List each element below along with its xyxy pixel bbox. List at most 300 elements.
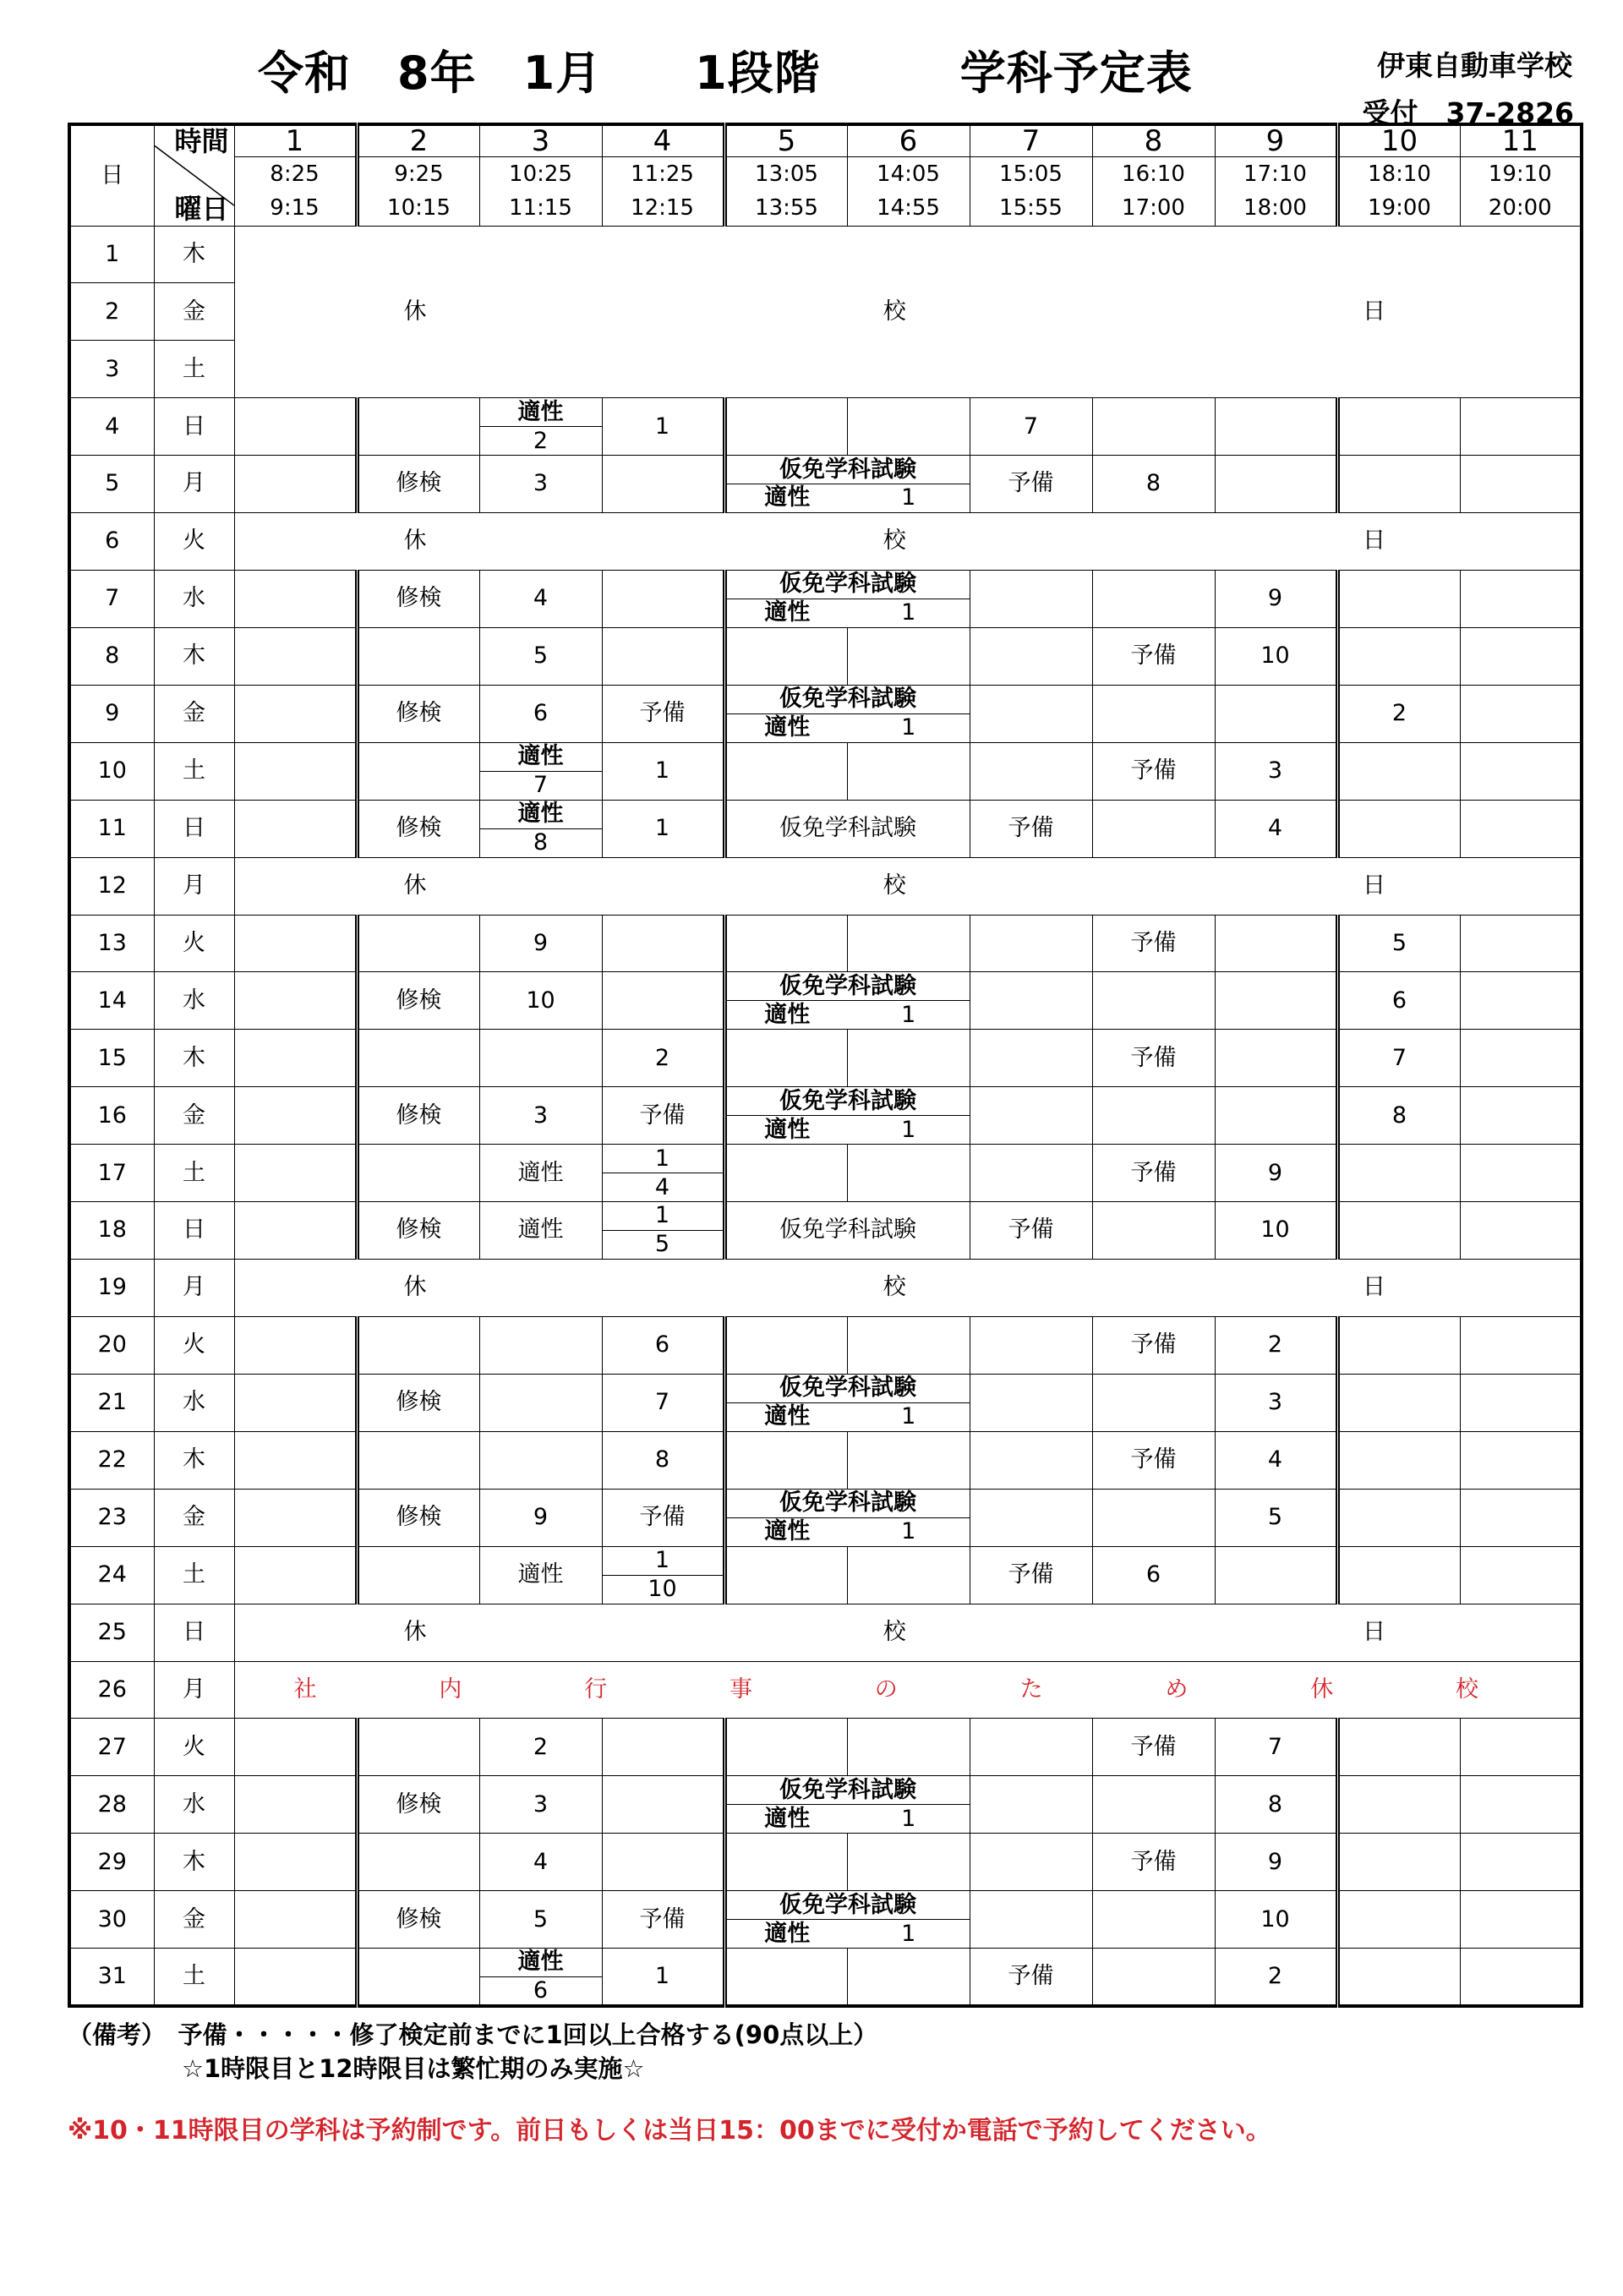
stacked-top: 適性 xyxy=(480,743,602,772)
stacked-bottom: 2 xyxy=(533,427,549,454)
slot-header-8 xyxy=(1092,124,1215,226)
slot-cell: 5 xyxy=(479,1891,602,1949)
aptitude-line xyxy=(727,1116,970,1144)
slot-start: 15:05 xyxy=(999,161,1063,188)
slot-cell xyxy=(234,1317,357,1375)
slot-cell: 予備 xyxy=(602,1891,724,1949)
closed-banner-text xyxy=(235,1276,1581,1299)
slot-start: 17:10 xyxy=(1243,161,1307,188)
provisional-exam-label: 仮免学科試験 xyxy=(727,972,970,1001)
event-char: た xyxy=(1019,1676,1043,1703)
company-event-text xyxy=(235,1678,1581,1702)
slot-start: 18:10 xyxy=(1368,161,1431,188)
slot-cell xyxy=(479,1317,602,1375)
slot-cell: 修検 xyxy=(357,1776,479,1834)
slot-cell xyxy=(1092,800,1215,857)
time-header-label: 時間 xyxy=(174,125,229,157)
aptitude-number: 1 xyxy=(901,484,916,511)
slot-cell xyxy=(1460,1374,1582,1431)
slot-cell: 7 xyxy=(970,398,1092,456)
slot-cell: 1 xyxy=(602,800,724,857)
slot-cell xyxy=(1092,685,1215,742)
aptitude-label: 適性 xyxy=(764,484,811,511)
slot-cell xyxy=(1337,627,1460,685)
slot-end: 17:00 xyxy=(1122,195,1185,221)
slot-cell xyxy=(234,972,357,1030)
day-of-week: 木 xyxy=(154,1030,234,1087)
schedule-row-day-26 xyxy=(69,1661,1582,1719)
slot-number: 10 xyxy=(1340,126,1460,157)
slot-header-2 xyxy=(357,124,479,226)
slot-number: 11 xyxy=(1461,126,1581,157)
slot-cell xyxy=(970,1145,1092,1202)
slot-number: 9 xyxy=(1216,126,1336,157)
slot-header-7 xyxy=(970,124,1092,226)
slot-cell: 4 xyxy=(479,1834,602,1891)
day-of-week: 水 xyxy=(154,972,234,1030)
stacked-bottom: 6 xyxy=(533,1976,549,2004)
slot-cell xyxy=(1460,1431,1582,1489)
slot-cell xyxy=(234,800,357,857)
aptitude-line xyxy=(727,1518,970,1546)
slot-cell: 6 xyxy=(479,685,602,742)
slot-cell xyxy=(847,627,970,685)
page-title: 令和 8年 1月 1段階 学科予定表 xyxy=(258,46,1193,100)
slot-cell: 予備 xyxy=(1092,627,1215,685)
slot-cell: 予備 xyxy=(970,456,1092,513)
day-number: 23 xyxy=(69,1489,154,1546)
slot-cell xyxy=(1215,972,1337,1030)
slot-end: 18:00 xyxy=(1243,195,1307,221)
slot-cell xyxy=(970,972,1092,1030)
day-number: 29 xyxy=(69,1834,154,1891)
day-number: 4 xyxy=(69,398,154,456)
slot-cell xyxy=(357,1834,479,1891)
aptitude-label: 適性 xyxy=(764,1001,811,1028)
slot-cell xyxy=(1215,456,1337,513)
schedule-row-day-10 xyxy=(69,742,1582,800)
day-of-week: 日 xyxy=(154,1604,234,1661)
slot-cell: 予備 xyxy=(1092,1145,1215,1202)
day-number: 17 xyxy=(69,1145,154,1202)
aptitude-label: 適性 xyxy=(764,1518,811,1545)
slot-cell: 6 xyxy=(602,1317,724,1375)
day-of-week: 日 xyxy=(154,800,234,857)
slot-number: 2 xyxy=(359,126,479,157)
stacked-top: 1 xyxy=(603,1202,723,1231)
slot-end: 9:15 xyxy=(270,195,320,221)
provisional-exam-cell: 仮免学科試験 xyxy=(724,800,970,857)
aptitude-line xyxy=(727,1920,970,1948)
provisional-exam-cell xyxy=(724,972,970,1030)
slot-cell xyxy=(1460,1546,1582,1604)
day-of-week: 月 xyxy=(154,857,234,915)
slot-cell xyxy=(234,1431,357,1489)
day-number: 16 xyxy=(69,1087,154,1145)
slot-cell xyxy=(234,1834,357,1891)
provisional-exam-entry xyxy=(727,571,970,627)
slot-number: 6 xyxy=(848,126,970,157)
day-of-week: 火 xyxy=(154,1317,234,1375)
slot-cell xyxy=(357,627,479,685)
provisional-exam-cell xyxy=(724,1374,970,1431)
schedule-row-day-6 xyxy=(69,513,1582,571)
slot-number: 1 xyxy=(235,126,355,157)
slot-cell xyxy=(602,456,724,513)
slot-cell xyxy=(1215,1030,1337,1087)
slot-cell xyxy=(970,915,1092,972)
aptitude-number: 1 xyxy=(901,1920,916,1947)
schedule-row-day-24 xyxy=(69,1546,1582,1604)
slot-cell xyxy=(1092,972,1215,1030)
slot-cell xyxy=(602,1719,724,1776)
stacked-entry xyxy=(603,1547,723,1604)
slot-cell: 10 xyxy=(1215,1202,1337,1260)
day-of-week: 木 xyxy=(154,226,234,283)
provisional-exam-entry xyxy=(727,686,970,742)
aptitude-number: 1 xyxy=(901,1116,916,1143)
aptitude-label: 適性 xyxy=(764,1116,811,1143)
slot-end: 15:55 xyxy=(999,195,1063,221)
slot-cell xyxy=(1337,1317,1460,1375)
schedule-row-day-22 xyxy=(69,1431,1582,1489)
slot-cell: 予備 xyxy=(1092,1719,1215,1776)
provisional-exam-label: 仮免学科試験 xyxy=(727,1375,970,1403)
slot-end: 20:00 xyxy=(1488,195,1552,221)
slot-cell xyxy=(1215,1546,1337,1604)
day-number: 14 xyxy=(69,972,154,1030)
schedule-row-day-1 xyxy=(69,226,1582,283)
slot-cell xyxy=(234,742,357,800)
day-of-week: 金 xyxy=(154,1891,234,1949)
aptitude-line xyxy=(727,1805,970,1833)
slot-cell xyxy=(1337,1489,1460,1546)
slot-cell xyxy=(1460,1776,1582,1834)
slot-cell xyxy=(724,1431,847,1489)
slot-cell: 9 xyxy=(479,1489,602,1546)
slot-cell xyxy=(1460,571,1582,628)
day-number: 5 xyxy=(69,456,154,513)
slot-cell xyxy=(970,1374,1092,1431)
slot-end: 12:15 xyxy=(631,195,694,221)
slot-cell xyxy=(1460,1834,1582,1891)
slot-cell xyxy=(602,571,724,628)
aptitude-label: 適性 xyxy=(764,1805,811,1832)
slot-number: 8 xyxy=(1093,126,1215,157)
slot-cell: 予備 xyxy=(970,800,1092,857)
event-char: 休 xyxy=(1310,1676,1334,1703)
slot-cell xyxy=(602,915,724,972)
slot-cell-stacked xyxy=(479,742,602,800)
slot-cell xyxy=(847,1834,970,1891)
closed-char: 休 xyxy=(403,872,427,899)
slot-cell xyxy=(724,742,847,800)
slot-start: 13:05 xyxy=(755,161,818,188)
slot-cell xyxy=(234,1087,357,1145)
slot-cell: 2 xyxy=(1215,1317,1337,1375)
slot-cell xyxy=(970,742,1092,800)
aptitude-number: 1 xyxy=(901,1403,916,1430)
slot-cell: 2 xyxy=(1337,685,1460,742)
slot-cell: 修検 xyxy=(357,800,479,857)
closed-char: 校 xyxy=(883,1274,906,1301)
slot-cell xyxy=(357,1145,479,1202)
aptitude-label: 適性 xyxy=(764,714,811,741)
aptitude-number: 1 xyxy=(901,1001,916,1028)
provisional-exam-entry xyxy=(727,1776,970,1833)
day-number: 10 xyxy=(69,742,154,800)
slot-end: 13:55 xyxy=(755,195,818,221)
day-of-week: 木 xyxy=(154,627,234,685)
day-number: 25 xyxy=(69,1604,154,1661)
slot-header-4 xyxy=(602,124,724,226)
slot-number: 4 xyxy=(603,126,723,157)
stacked-top: 適性 xyxy=(480,801,602,829)
aptitude-line xyxy=(727,484,970,512)
slot-cell: 適性 xyxy=(479,1202,602,1260)
slot-cell: 予備 xyxy=(970,1949,1092,2006)
slot-cell xyxy=(1092,1949,1215,2006)
provisional-exam-entry xyxy=(727,1087,970,1144)
slot-cell xyxy=(1337,1834,1460,1891)
closed-banner-text xyxy=(235,874,1581,898)
slot-cell: 適性 xyxy=(479,1145,602,1202)
slot-cell xyxy=(1337,1949,1460,2006)
slot-cell xyxy=(1337,571,1460,628)
slot-cell xyxy=(724,1834,847,1891)
slot-cell xyxy=(1337,1374,1460,1431)
slot-cell xyxy=(479,1431,602,1489)
header-row xyxy=(69,124,1582,226)
day-number: 7 xyxy=(69,571,154,628)
provisional-exam-entry xyxy=(727,1490,970,1546)
slot-number: 7 xyxy=(970,126,1092,157)
slot-cell xyxy=(1460,800,1582,857)
slot-cell: 修検 xyxy=(357,456,479,513)
slot-header-1 xyxy=(234,124,357,226)
slot-cell xyxy=(1337,1546,1460,1604)
schedule-row-day-19 xyxy=(69,1260,1582,1317)
slot-cell xyxy=(1460,1087,1582,1145)
stacked-entry xyxy=(480,1949,602,2004)
slot-cell xyxy=(357,1030,479,1087)
day-of-week: 月 xyxy=(154,456,234,513)
slot-cell xyxy=(1460,915,1582,972)
slot-cell xyxy=(1092,1087,1215,1145)
slot-cell-stacked xyxy=(602,1202,724,1260)
schedule-row-day-8 xyxy=(69,627,1582,685)
schedule-row-day-27 xyxy=(69,1719,1582,1776)
slot-cell xyxy=(847,1145,970,1202)
slot-cell: 8 xyxy=(1337,1087,1460,1145)
slot-cell xyxy=(357,398,479,456)
day-number: 30 xyxy=(69,1891,154,1949)
slot-cell xyxy=(234,1202,357,1260)
schedule-row-day-25 xyxy=(69,1604,1582,1661)
aptitude-line xyxy=(727,714,970,742)
provisional-exam-label: 仮免学科試験 xyxy=(727,1891,970,1920)
day-number: 27 xyxy=(69,1719,154,1776)
slot-cell: 予備 xyxy=(602,685,724,742)
reception-phone: 受付 37-2826 xyxy=(1362,96,1574,129)
day-number: 18 xyxy=(69,1202,154,1260)
slot-cell: 1 xyxy=(602,742,724,800)
closed-banner-text xyxy=(235,300,1581,324)
slot-cell xyxy=(357,1949,479,2006)
slot-cell xyxy=(847,1546,970,1604)
schedule-row-day-7 xyxy=(69,571,1582,628)
slot-cell xyxy=(1460,1030,1582,1087)
slot-cell: 10 xyxy=(1215,627,1337,685)
slot-cell xyxy=(357,1719,479,1776)
schedule-row-day-4 xyxy=(69,398,1582,456)
closed-char: 校 xyxy=(883,872,906,899)
slot-cell xyxy=(1460,1719,1582,1776)
slot-cell xyxy=(724,1030,847,1087)
closed-char: 日 xyxy=(1363,872,1385,899)
stacked-entry xyxy=(603,1202,723,1259)
slot-cell xyxy=(1460,627,1582,685)
stacked-top: 1 xyxy=(603,1547,723,1576)
slot-end: 11:15 xyxy=(509,195,572,221)
slot-cell: 2 xyxy=(479,1719,602,1776)
slot-cell xyxy=(1460,1317,1582,1375)
slot-cell xyxy=(724,1145,847,1202)
slot-cell xyxy=(1092,398,1215,456)
day-number: 24 xyxy=(69,1546,154,1604)
slot-cell xyxy=(847,1317,970,1375)
slot-cell xyxy=(234,1891,357,1949)
slot-cell xyxy=(724,1949,847,2006)
slot-header-10 xyxy=(1337,124,1460,226)
slot-cell xyxy=(970,1834,1092,1891)
slot-cell: 7 xyxy=(602,1374,724,1431)
stacked-bottom: 4 xyxy=(654,1173,670,1200)
stacked-bottom: 5 xyxy=(654,1231,670,1258)
slot-cell: 修検 xyxy=(357,1087,479,1145)
slot-cell: 修検 xyxy=(357,1489,479,1546)
day-of-week: 水 xyxy=(154,571,234,628)
slot-cell xyxy=(970,1719,1092,1776)
slot-cell: 1 xyxy=(602,1949,724,2006)
stacked-entry xyxy=(603,1145,723,1201)
slot-cell xyxy=(970,1317,1092,1375)
slot-cell xyxy=(724,1546,847,1604)
day-number: 28 xyxy=(69,1776,154,1834)
slot-cell: 修検 xyxy=(357,685,479,742)
slot-start: 10:25 xyxy=(509,161,572,188)
slot-cell: 3 xyxy=(479,1776,602,1834)
slot-cell-stacked xyxy=(479,1949,602,2006)
slot-cell xyxy=(1215,915,1337,972)
schedule-row-day-15 xyxy=(69,1030,1582,1087)
day-number: 15 xyxy=(69,1030,154,1087)
aptitude-number: 1 xyxy=(901,599,916,626)
event-char: 社 xyxy=(293,1676,317,1703)
slot-header-5 xyxy=(724,124,847,226)
day-number: 9 xyxy=(69,685,154,742)
schedule-row-day-13 xyxy=(69,915,1582,972)
schedule-row-day-14 xyxy=(69,972,1582,1030)
closed-char: 日 xyxy=(1363,298,1385,325)
slot-cell xyxy=(847,1719,970,1776)
day-of-week: 金 xyxy=(154,283,234,341)
slot-cell xyxy=(847,742,970,800)
slot-cell xyxy=(357,1431,479,1489)
day-of-week: 金 xyxy=(154,1087,234,1145)
closed-day-banner xyxy=(234,513,1582,571)
provisional-exam-label: 仮免学科試験 xyxy=(727,1087,970,1116)
slot-cell xyxy=(847,398,970,456)
aptitude-label: 適性 xyxy=(764,1403,811,1430)
day-number: 1 xyxy=(69,226,154,283)
closed-day-banner xyxy=(234,226,1582,398)
slot-end: 10:15 xyxy=(387,195,451,221)
closed-char: 日 xyxy=(1363,1618,1385,1645)
closed-banner-text xyxy=(235,529,1581,553)
slot-cell xyxy=(724,1317,847,1375)
event-char: 校 xyxy=(1456,1676,1478,1703)
note-period: ☆1時限目と12時限目は繁忙期のみ実施☆ xyxy=(182,2054,645,2083)
slot-cell xyxy=(357,1317,479,1375)
day-number: 22 xyxy=(69,1431,154,1489)
slot-cell xyxy=(1337,1431,1460,1489)
slot-cell xyxy=(970,685,1092,742)
slot-cell xyxy=(234,1030,357,1087)
schedule-row-day-31 xyxy=(69,1949,1582,2006)
slot-cell: 予備 xyxy=(1092,1834,1215,1891)
slot-cell xyxy=(357,1546,479,1604)
slot-cell xyxy=(1337,800,1460,857)
slot-cell xyxy=(357,915,479,972)
schedule-row-day-20 xyxy=(69,1317,1582,1375)
slot-cell xyxy=(1337,398,1460,456)
stacked-bottom: 7 xyxy=(533,772,549,799)
slot-cell xyxy=(234,1546,357,1604)
schedule-row-day-11 xyxy=(69,800,1582,857)
stacked-top: 適性 xyxy=(480,1949,602,1976)
provisional-exam-label: 仮免学科試験 xyxy=(727,571,970,599)
slot-cell: 予備 xyxy=(1092,742,1215,800)
slot-cell: 修検 xyxy=(357,1891,479,1949)
slot-cell: 8 xyxy=(602,1431,724,1489)
day-of-week: 木 xyxy=(154,1431,234,1489)
provisional-exam-cell xyxy=(724,456,970,513)
slot-cell: 9 xyxy=(479,915,602,972)
aptitude-label: 適性 xyxy=(764,599,811,626)
slot-cell: 3 xyxy=(479,456,602,513)
slot-cell: 3 xyxy=(1215,742,1337,800)
slot-cell xyxy=(724,915,847,972)
schedule-row-day-30 xyxy=(69,1891,1582,1949)
stacked-top: 1 xyxy=(603,1145,723,1173)
slot-cell: 予備 xyxy=(970,1202,1092,1260)
slot-cell xyxy=(234,456,357,513)
note-reserve: （備考） 予備・・・・・修了検定前までに1回以上合格する(90点以上） xyxy=(68,2020,878,2049)
event-char: の xyxy=(874,1676,898,1703)
slot-cell-stacked xyxy=(479,398,602,456)
slot-cell xyxy=(1460,1145,1582,1202)
closed-char: 休 xyxy=(403,1274,427,1301)
slot-cell: 9 xyxy=(1215,1145,1337,1202)
day-of-week: 水 xyxy=(154,1776,234,1834)
schedule-table xyxy=(68,123,1583,2008)
slot-cell xyxy=(479,1374,602,1431)
day-number: 31 xyxy=(69,1949,154,2006)
schedule-row-day-18 xyxy=(69,1202,1582,1260)
schedule-row-day-12 xyxy=(69,857,1582,915)
slot-cell xyxy=(847,1431,970,1489)
